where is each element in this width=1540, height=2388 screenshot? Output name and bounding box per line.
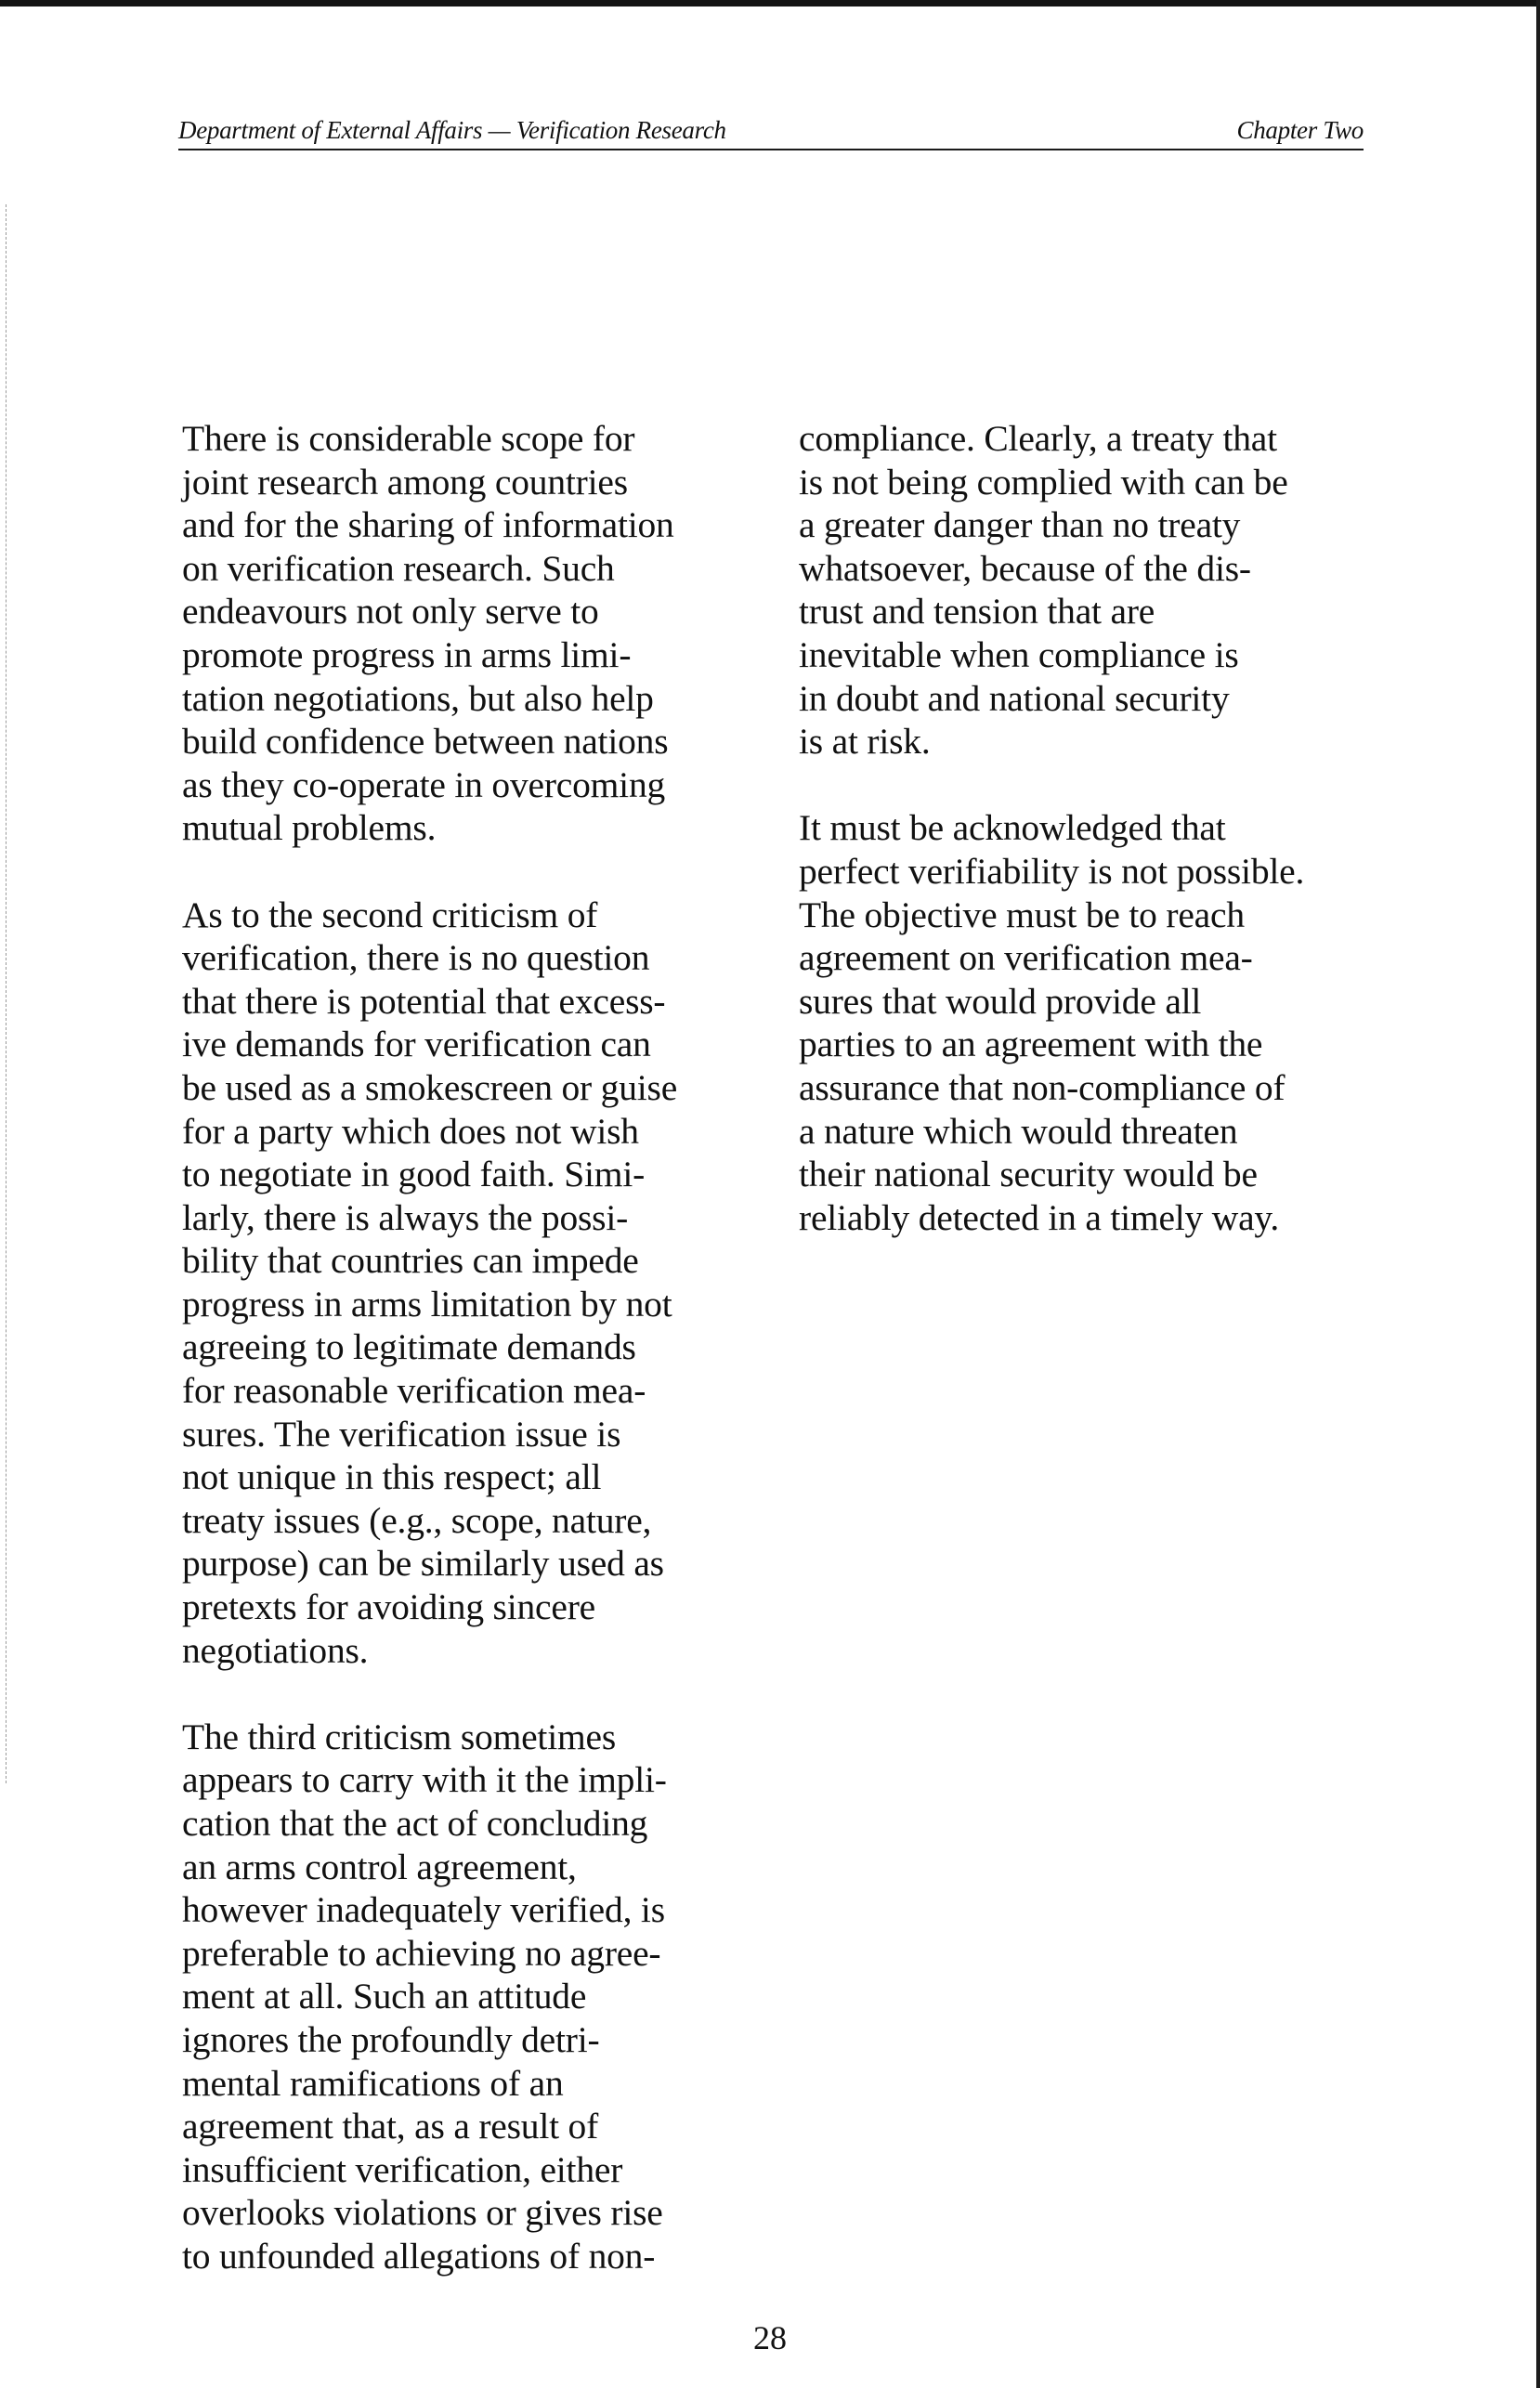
text-line: larly, there is always the possi- [182, 1196, 629, 1238]
text-line: overlooks violations or gives rise [182, 2192, 663, 2234]
text-line: however inadequately verified, is [182, 1889, 665, 1931]
text-line: The third criticism sometimes [182, 1716, 617, 1757]
paragraph [182, 1716, 777, 2278]
header-chapter-label: Chapter Two [1236, 116, 1364, 144]
text-line: is not being complied with can be [799, 461, 1288, 502]
text-line: on verification research. Such [182, 547, 615, 589]
text-line: be used as a smokescreen or guise [182, 1066, 678, 1108]
text-line: bility that countries can impede [182, 1240, 639, 1282]
text-line: ignores the profoundly detri- [182, 2018, 600, 2060]
text-line: ive demands for verification can [182, 1024, 651, 1065]
text-line: not unique in this respect; all [182, 1456, 602, 1498]
text-line: appears to carry with it the impli- [182, 1759, 667, 1801]
text-line: perfect verifiability is not possible. [799, 850, 1305, 892]
text-line: whatsoever, because of the dis- [799, 547, 1251, 589]
header-department-title: Department of External Affairs — Verification Research [178, 116, 726, 144]
scan-right-border [1536, 0, 1540, 2388]
text-line: for a party which does not wish [182, 1110, 639, 1152]
text-line: progress in arms limitation by not [182, 1283, 672, 1324]
text-line: trust and tension that are [799, 591, 1155, 633]
text-line: negotiations. [182, 1629, 369, 1671]
text-line: preferable to achieving no agree- [182, 1932, 661, 1974]
text-line: treaty issues (e.g., scope, nature, [182, 1499, 652, 1541]
text-line: their national security would be [799, 1154, 1258, 1195]
text-line: compliance. Clearly, a treaty that [799, 418, 1277, 459]
text-line: build confidence between nations [182, 721, 669, 763]
text-line: in doubt and national security [799, 677, 1230, 719]
text-line: verification, there is no question [182, 937, 650, 979]
paragraph [799, 806, 1393, 1239]
left-text-column [182, 417, 777, 2321]
paragraph [182, 417, 777, 850]
text-line: and for the sharing of information [182, 504, 674, 546]
scan-left-edge-speckle [6, 204, 7, 1783]
text-line: as they co-operate in overcoming [182, 763, 666, 805]
page-number: 28 [753, 2319, 787, 2356]
text-line: cation that the act of concluding [182, 1803, 648, 1844]
text-line: that there is potential that excess- [182, 980, 666, 1022]
running-header [178, 104, 1364, 150]
scan-top-border [0, 0, 1540, 7]
text-line: endeavours not only serve to [182, 591, 599, 633]
text-line: inevitable when compliance is [799, 633, 1239, 675]
text-line: a nature which would threaten [799, 1110, 1238, 1152]
text-line: promote progress in arms limi- [182, 633, 632, 675]
text-line: parties to an agreement with the [799, 1024, 1263, 1065]
text-line: tation negotiations, but also help [182, 677, 654, 719]
text-line: agreement that, as a result of [182, 2106, 599, 2147]
text-line: It must be acknowledged that [799, 807, 1226, 849]
text-line: assurance that non-compliance of [799, 1066, 1286, 1108]
text-line: for reasonable verification mea- [182, 1370, 646, 1412]
right-text-column [799, 417, 1393, 1283]
text-line: reliably detected in a timely way. [799, 1196, 1280, 1238]
text-line: an arms control agreement, [182, 1846, 577, 1887]
text-line: pretexts for avoiding sincere [182, 1586, 595, 1628]
paragraph [182, 894, 777, 1673]
text-line: The objective must be to reach [799, 894, 1245, 935]
text-line: sures. The verification issue is [182, 1413, 621, 1455]
text-line: There is considerable scope for [182, 418, 635, 459]
text-line: a greater danger than no treaty [799, 504, 1241, 546]
text-line: mental ramifications of an [182, 2062, 564, 2104]
text-line: ment at all. Such an attitude [182, 1976, 587, 2017]
text-line: insufficient verification, either [182, 2148, 623, 2190]
text-line: joint research among countries [182, 461, 628, 502]
text-line: agreement on verification mea- [799, 937, 1253, 979]
text-line: As to the second criticism of [182, 894, 598, 935]
text-line: agreeing to legitimate demands [182, 1326, 636, 1368]
text-line: purpose) can be similarly used as [182, 1543, 664, 1585]
text-line: mutual problems. [182, 807, 437, 849]
text-line: to negotiate in good faith. Simi- [182, 1154, 646, 1195]
text-line: is at risk. [799, 721, 931, 763]
paragraph [799, 417, 1393, 763]
text-line: to unfounded allegations of non- [182, 2235, 656, 2277]
text-line: sures that would provide all [799, 980, 1202, 1022]
